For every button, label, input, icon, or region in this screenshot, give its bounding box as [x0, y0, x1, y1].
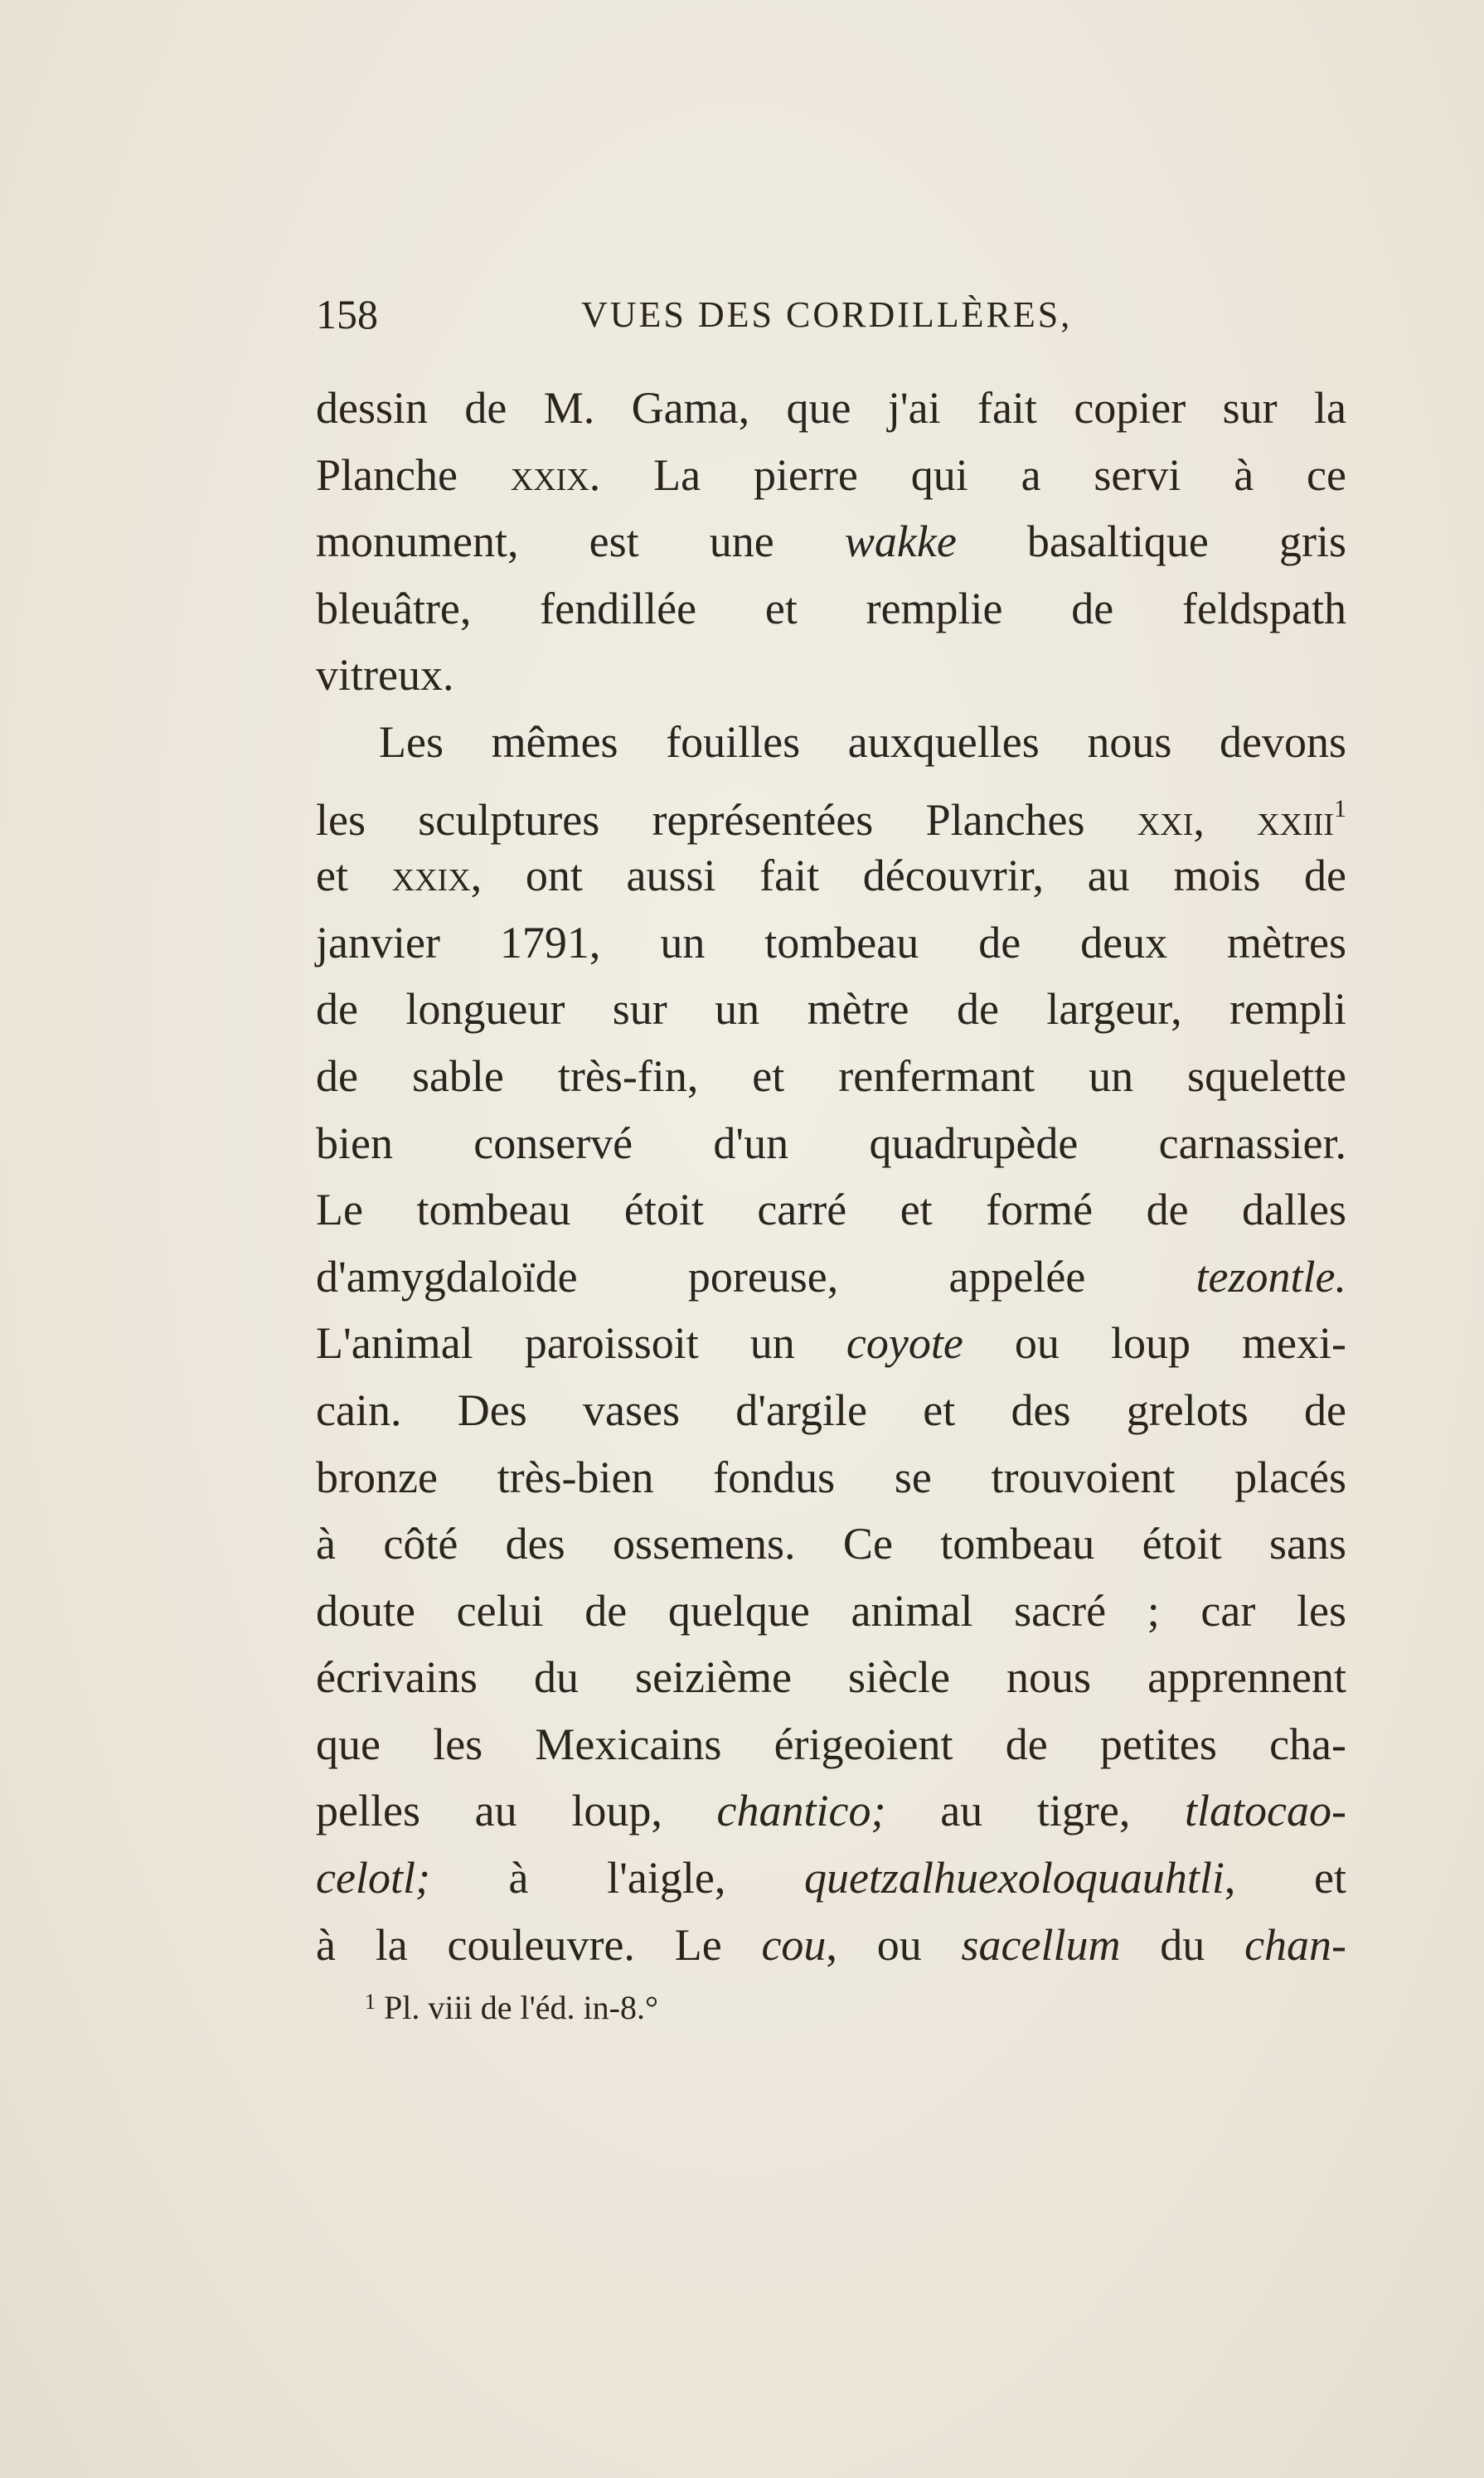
text-line	[316, 976, 1346, 1043]
italic-term: sacellum	[961, 1919, 1121, 1970]
text-segment: au tigre,	[885, 1786, 1186, 1836]
text-line	[316, 1777, 1346, 1845]
text-segment: xxi	[1137, 794, 1194, 845]
text-line	[316, 575, 1346, 643]
italic-term: tlatocao-	[1185, 1786, 1346, 1836]
text-segment: Le tombeau étoit carré et formé de dalles	[316, 1185, 1346, 1235]
text-segment: d'amygdaloïde poreuse, appelée	[316, 1251, 1196, 1302]
text-line	[316, 1244, 1346, 1311]
text-segment: cain. Des vases d'argile et des grelots de	[316, 1384, 1346, 1435]
italic-term: cou	[761, 1919, 827, 1970]
text-line	[316, 1711, 1346, 1778]
page-number: 158	[316, 291, 378, 337]
text-segment: bleuâtre, fendillée et remplie de feldspath	[316, 583, 1346, 633]
text-segment: Planche	[316, 449, 511, 500]
text-line	[316, 709, 1346, 776]
text-segment: vitreux.	[316, 650, 454, 701]
text-segment: du	[1120, 1919, 1245, 1970]
text-segment: pelles au loup,	[316, 1786, 717, 1836]
text-segment: doute celui de quelque animal sacré ; car les	[316, 1585, 1346, 1636]
italic-term: celotl;	[316, 1853, 430, 1903]
text-line	[316, 1043, 1346, 1110]
text-segment: monument, est une	[316, 516, 845, 567]
text-segment: que les Mexicains érigeoient de petites cha-	[316, 1719, 1346, 1769]
text-line	[316, 776, 1346, 843]
running-title: VUES DES CORDILLÈRES,	[581, 294, 1073, 335]
text-segment: . La pierre qui a servi à ce	[589, 449, 1346, 500]
text-line	[316, 1511, 1346, 1578]
text-segment: et	[316, 851, 392, 901]
text-segment: basaltique gris	[956, 516, 1346, 567]
text-line	[316, 1176, 1346, 1244]
text-segment: dessin de M. Gama, que j'ai fait copier sur la	[316, 383, 1346, 433]
text-segment: , ont aussi fait découvrir, au mois de	[470, 851, 1346, 901]
text-line	[316, 375, 1346, 442]
text-segment: bien conservé d'un quadrupède carnassier.	[316, 1118, 1346, 1168]
body-text	[316, 375, 1346, 1978]
text-segment: à la couleuvre. Le	[316, 1919, 762, 1970]
text-line	[316, 1110, 1346, 1177]
text-line	[316, 442, 1346, 509]
text-line	[316, 1644, 1346, 1711]
text-segment: Les mêmes fouilles auxquelles nous devons	[379, 716, 1346, 767]
footnote-reference: 1	[1334, 794, 1347, 822]
italic-term: chantico;	[716, 1786, 886, 1836]
text-segment: xxix	[510, 449, 589, 500]
text-segment: L'animal paroissoit un	[316, 1318, 846, 1369]
italic-term: wakke	[844, 516, 957, 567]
italic-term: chan-	[1244, 1919, 1347, 1970]
text-line	[316, 1578, 1346, 1645]
text-segment: , et	[1224, 1853, 1346, 1903]
page-header	[316, 290, 1346, 340]
footnote-text: Pl. viii de l'éd. in-8.°	[376, 1989, 658, 2026]
text-segment: janvier 1791, un tombeau de deux mètres	[316, 917, 1346, 967]
text-segment: bronze très-bien fondus se trouvoient placés	[316, 1452, 1346, 1502]
text-line	[316, 642, 1346, 709]
text-segment: , ou	[826, 1919, 962, 1970]
text-segment: xxix	[391, 851, 471, 901]
text-segment: à côté des ossemens. Ce tombeau étoit sans	[316, 1519, 1346, 1569]
text-line	[316, 1444, 1346, 1511]
text-segment: à l'aigle,	[429, 1853, 804, 1903]
italic-term: quetzalhuexoloquauhtli	[803, 1853, 1225, 1903]
text-line	[316, 1310, 1346, 1377]
text-segment: ,	[1193, 794, 1258, 845]
text-line	[316, 909, 1346, 977]
italic-term: tezontle.	[1195, 1251, 1346, 1302]
text-segment: écrivains du seizième siècle nous apprennent	[316, 1652, 1346, 1703]
text-line	[316, 842, 1346, 909]
text-segment: de sable très-fin, et renfermant un squelette	[316, 1050, 1346, 1101]
footnote-marker: 1	[365, 1990, 376, 2014]
text-segment: de longueur sur un mètre de largeur, rempli	[316, 984, 1346, 1035]
text-line	[316, 1845, 1346, 1912]
text-segment: xxiii	[1257, 794, 1335, 845]
italic-term: coyote	[846, 1318, 963, 1369]
footnote	[365, 1988, 658, 2027]
text-line	[316, 508, 1346, 575]
text-line	[316, 1377, 1346, 1444]
text-line	[316, 1912, 1346, 1979]
text-segment: les sculptures représentées Planches	[316, 794, 1137, 845]
text-segment: ou loup mexi-	[963, 1318, 1346, 1369]
